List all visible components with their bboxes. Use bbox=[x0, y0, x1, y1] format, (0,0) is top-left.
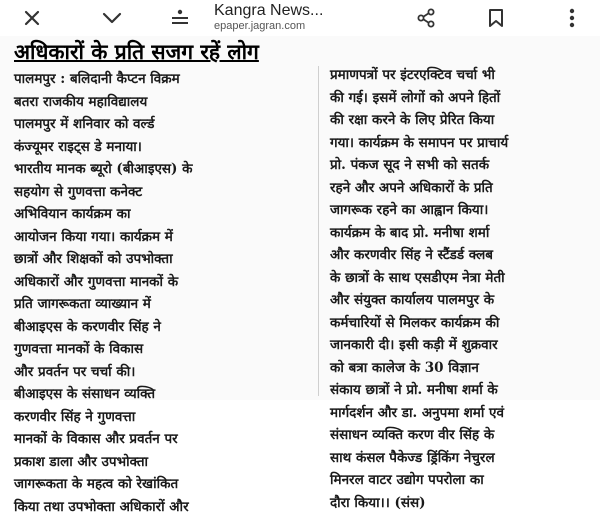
bookmark-icon[interactable] bbox=[476, 0, 516, 36]
article-content bbox=[0, 36, 600, 400]
text-line: प्रति जागरूकता व्याख्यान में bbox=[14, 293, 314, 316]
text-line: करणवीर सिंह ने गुणवत्ता bbox=[14, 406, 314, 429]
text-line: बीआइएस के संसाधन व्यक्ति bbox=[14, 383, 314, 406]
text-line: भारतीय मानक ब्यूरो (बीआइएस) के bbox=[14, 158, 314, 181]
text-line: जागरूक रहने का आह्वान किया। bbox=[330, 199, 592, 222]
text-line: पालमपुर : बलिदानी कैप्टन विक्रम bbox=[14, 68, 314, 91]
text-line: अभिवियान कार्यक्रम का bbox=[14, 203, 314, 226]
text-line: संसाधन व्यक्ति करण वीर सिंह के bbox=[330, 424, 592, 447]
text-line: और संयुक्त कार्यालय पालमपुर के bbox=[330, 289, 592, 312]
text-line: छात्रों और शिक्षकों को उपभोक्ता bbox=[14, 248, 314, 271]
close-icon[interactable] bbox=[12, 0, 52, 36]
column-divider bbox=[318, 66, 319, 396]
text-line: मार्गदर्शन और डा. अनुपमा शर्मा एवं bbox=[330, 402, 592, 425]
text-line: दौरा किया।। (संस) bbox=[330, 492, 592, 515]
chevron-down-icon[interactable] bbox=[92, 0, 132, 36]
text-line: की रक्षा करने के लिए प्रेरित किया bbox=[330, 109, 592, 132]
text-line: जागरूकता के महत्व को रेखांकित bbox=[14, 473, 314, 496]
text-line: अधिकारों और गुणवत्ता मानकों के bbox=[14, 271, 314, 294]
text-line: कार्यक्रम के बाद प्रो. मनीषा शर्मा bbox=[330, 222, 592, 245]
share-icon[interactable] bbox=[406, 0, 446, 36]
text-line: आयोजन किया गया। कार्यक्रम में bbox=[14, 226, 314, 249]
text-line: और करणवीर सिंह ने स्टैंडर्ड क्लब bbox=[330, 244, 592, 267]
article-column-right bbox=[330, 64, 592, 514]
text-line: पालमपुर में शनिवार को वर्ल्ड bbox=[14, 113, 314, 136]
text-line: बीआइएस के करणवीर सिंह ने bbox=[14, 316, 314, 339]
page-title-area[interactable] bbox=[214, 2, 404, 36]
text-line: सहयोग से गुणवत्ता कनेक्ट bbox=[14, 181, 314, 204]
text-line: मानकों के विकास और प्रवर्तन पर bbox=[14, 428, 314, 451]
text-line: रहने और अपने अधिकारों के प्रति bbox=[330, 177, 592, 200]
page-title: Kangra News... bbox=[214, 2, 404, 20]
text-line: और प्रवर्तन पर चर्चा की। bbox=[14, 361, 314, 384]
text-line: प्रमाणपत्रों पर इंटरएक्टिव चर्चा भी bbox=[330, 64, 592, 87]
text-line: प्रो. पंकज सूद ने सभी को सतर्क bbox=[330, 154, 592, 177]
text-line: साथ कंसल पैकेज्ड ड्रिंकिंग नेचुरल bbox=[330, 447, 592, 470]
reader-mode-icon[interactable] bbox=[160, 0, 200, 36]
text-line: को बत्रा कालेज के 30 विज्ञान bbox=[330, 357, 592, 380]
browser-toolbar bbox=[0, 0, 600, 37]
text-line: कंज्यूमर राइट्स डे मनाया। bbox=[14, 136, 314, 159]
text-line: किया तथा उपभोक्ता अधिकारों और bbox=[14, 496, 314, 518]
text-line: गया। कार्यक्रम के समापन पर प्राचार्य bbox=[330, 132, 592, 155]
page-url: epaper.jagran.com bbox=[214, 20, 404, 33]
article-headline: अधिकारों के प्रति सजग रहें लोग bbox=[14, 38, 494, 66]
text-line: प्रकाश डाला और उपभोक्ता bbox=[14, 451, 314, 474]
text-line: कर्मचारियों से मिलकर कार्यक्रम की bbox=[330, 312, 592, 335]
text-line: संकाय छात्रों ने प्रो. मनीषा शर्मा के bbox=[330, 379, 592, 402]
text-line: जानकारी दी। इसी कड़ी में शुक्रवार bbox=[330, 334, 592, 357]
text-line: मिनरल वाटर उद्योग पपरोला का bbox=[330, 469, 592, 492]
text-line: की गई। इसमें लोगों को अपने हितों bbox=[330, 87, 592, 110]
article-column-left bbox=[14, 68, 314, 518]
text-line: बतरा राजकीय महाविद्यालय bbox=[14, 91, 314, 114]
more-vert-icon[interactable] bbox=[552, 0, 592, 36]
text-line: गुणवत्ता मानकों के विकास bbox=[14, 338, 314, 361]
text-line: के छात्रों के साथ एसडीएम नेत्रा मेती bbox=[330, 267, 592, 290]
